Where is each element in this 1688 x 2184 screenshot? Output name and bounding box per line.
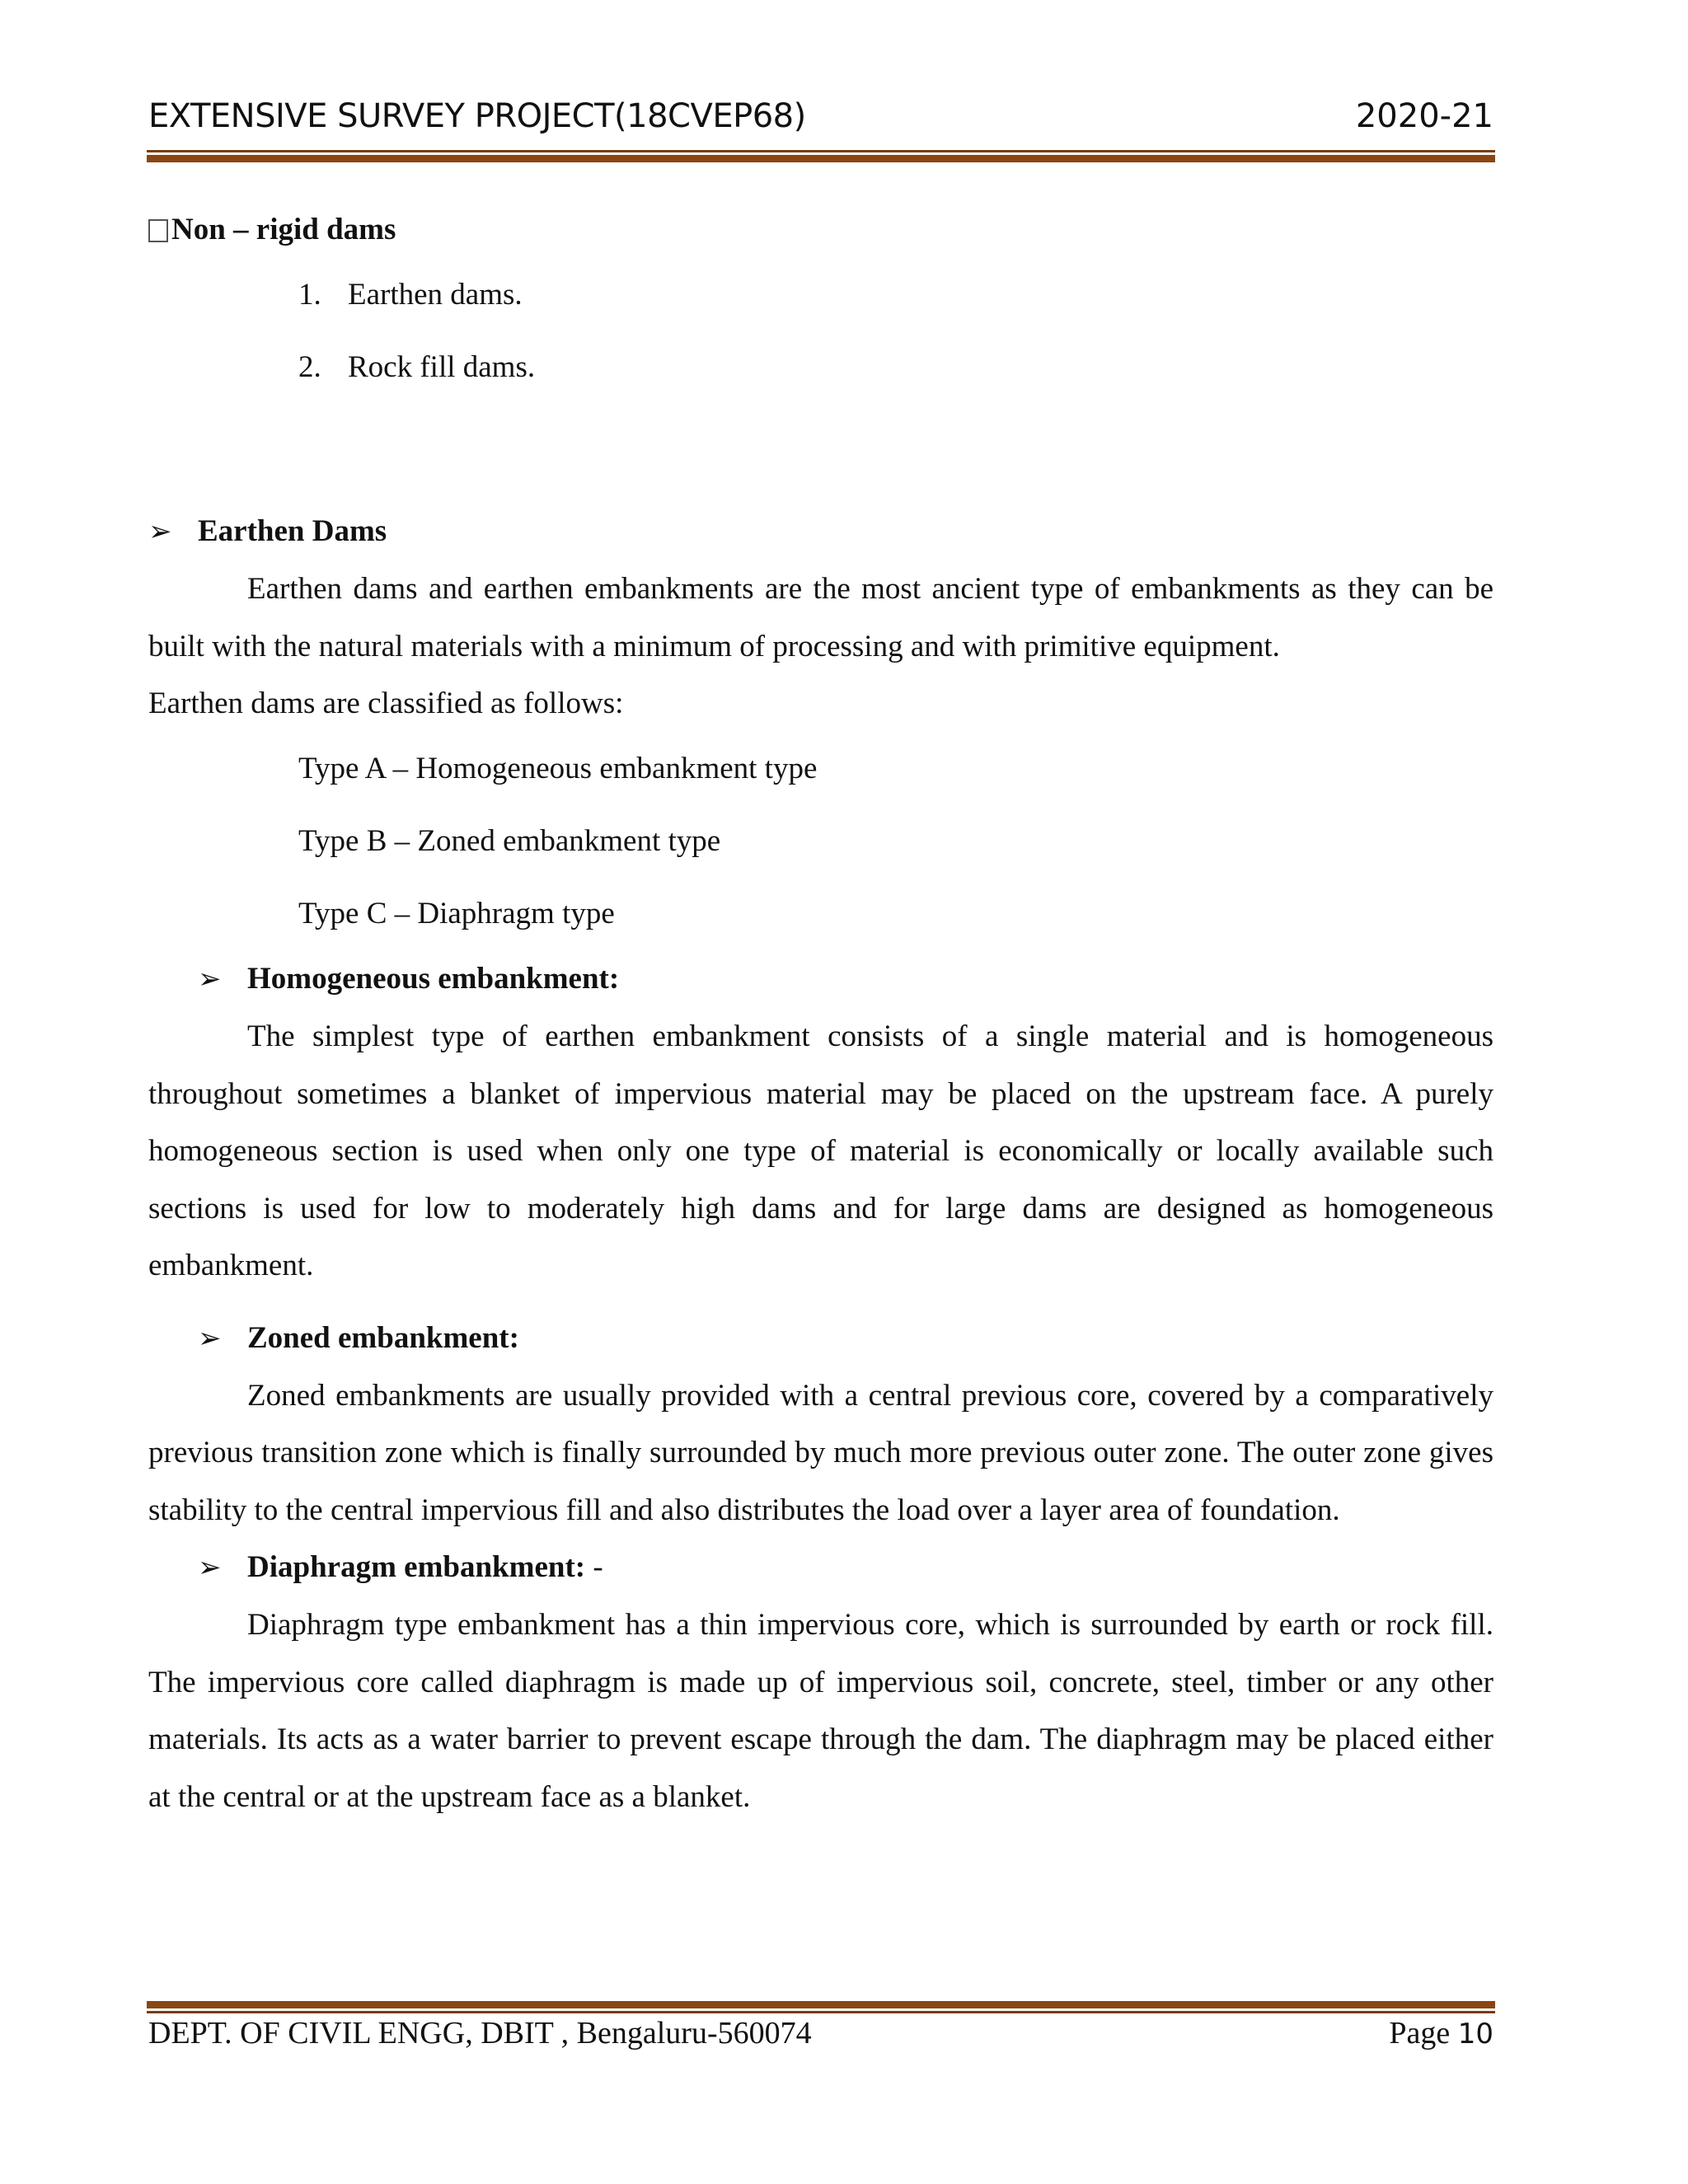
homogeneous-paragraph: The simplest type of earthen embankment consists of a single material and is homogeneous throughout sometimes a blanket of impervious material may be placed on the upstream face. A purely homogeneous section is used when only one type of material is economically or locally available such sections is used for low to moderately high dams and for large dams are designed as homogeneous embankment. — [148, 1019, 1493, 1282]
footer-page: Page 10 — [1389, 2016, 1493, 2050]
section-non-rigid-heading: Non – rigid dams — [148, 201, 1493, 259]
footer-rule — [147, 2001, 1495, 2013]
type-item: Type A – Homogeneous embankment type — [298, 752, 818, 785]
list-item: 1. Earthen dams. — [298, 278, 523, 312]
footer-dept: DEPT. OF CIVIL ENGG, DBIT , Bengaluru-560074 — [148, 2016, 812, 2050]
zoned-paragraph: Zoned embankments are usually provided with a central previous core, covered by a comparatively previous transition zone which is finally surrounded by much more previous outer zone. The outer zone gives stability to the central impervious fill and also distributes the load over a layer area of foundation. — [148, 1378, 1493, 1527]
section-zoned-heading: ➢ Zoned embankment: — [148, 1310, 1493, 1367]
type-item: Type C – Diaphragm type — [298, 897, 615, 930]
type-item: Type B – Zoned embankment type — [298, 824, 721, 858]
arrow-bullet-icon: ➢ — [198, 1551, 222, 1584]
header-year: 2020-21 — [1355, 97, 1493, 135]
earthen-classify-text: Earthen dams are classified as follows: — [148, 687, 624, 720]
header-title: EXTENSIVE SURVEY PROJECT(18CVEP68) — [148, 97, 806, 135]
diaphragm-paragraph: Diaphragm type embankment has a thin impervious core, which is surrounded by earth or rock fill. The impervious core called diaphragm is made up of impervious soil, concrete, steel, timber or any other materials. Its acts as a water barrier to prevent escape through the dam. The diaphragm may be placed either at the central or at the upstream face as a blanket. — [148, 1608, 1493, 1814]
earthen-paragraph: Earthen dams and earthen embankments are the most ancient type of embankments as they can be built with the natural materials with a minimum of processing and with primitive equipment. — [148, 572, 1493, 663]
page-header — [148, 97, 1493, 147]
section-homogeneous-heading: ➢ Homogeneous embankment: — [148, 950, 1493, 1008]
page-number: 10 — [1457, 2018, 1493, 2050]
section-earthen-heading: ➢ Earthen Dams — [148, 503, 1493, 560]
arrow-bullet-icon: ➢ — [198, 963, 222, 996]
list-item: 2. Rock fill dams. — [298, 350, 536, 384]
section-diaphragm-heading: ➢ Diaphragm embankment: - — [148, 1539, 1493, 1596]
document-body — [148, 201, 1493, 1825]
missing-glyph-icon — [148, 219, 168, 242]
arrow-bullet-icon: ➢ — [148, 515, 172, 548]
arrow-bullet-icon: ➢ — [198, 1321, 222, 1355]
header-rule — [147, 150, 1495, 162]
